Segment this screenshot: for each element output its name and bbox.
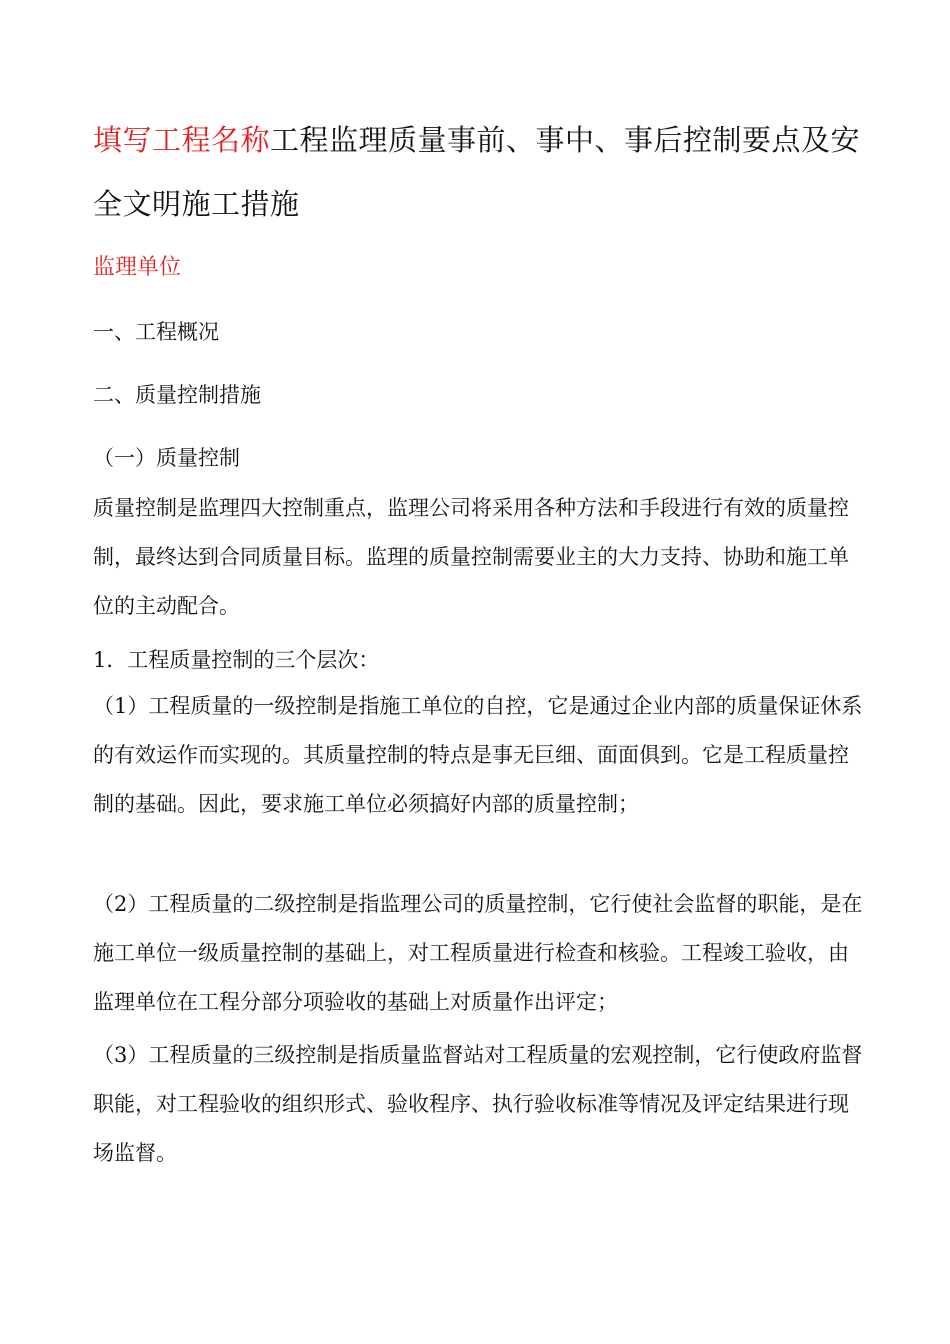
title-main-text: 工程监理质量事前、事中、事后控制要点及安全文明施工措施 [93,123,861,221]
subsection-heading-quality-control: （一）质量控制 [93,446,240,470]
paragraph-level-two: （2）工程质量的二级控制是指监理公司的质量控制，它行使社会监督的职能，是在施工单位一级质量控制的基础上，对工程质量进行检查和核验。工程竣工验收，由监理单位在工程分部分项验收的基础上对质量作出评定； [93,892,863,1014]
list-heading-three-levels: 1．工程质量控制的三个层次： [93,648,380,672]
paragraph-level-three: （3）工程质量的三级控制是指质量监督站对工程质量的宏观控制，它行使政府监督职能，对工程验收的组织形式、验收程序、执行验收标准等情况及评定结果进行现场监督。 [93,1043,863,1165]
paragraph-level-one: （1）工程质量的一级控制是指施工单位的自控，它是通过企业内部的质量保证休系的有效运作而实现的。其质量控制的特点是事无巨细、面面俱到。它是工程质量控制的基础。因此，要求施工单位必须搞好内部的质量控制； [93,694,863,816]
section-heading-quality-measures: 二、质量控制措施 [93,383,261,407]
supervision-unit-label: 监理单位 [93,255,182,280]
section-heading-overview: 一、工程概况 [93,320,219,344]
document-title [93,108,873,236]
paragraph-intro: 质量控制是监理四大控制重点，监理公司将采用各种方法和手段进行有效的质量控制，最终达到合同质量目标。监理的质量控制需要业主的大力支持、协助和施工单位的主动配合。 [93,496,849,618]
title-project-name-placeholder: 填写工程名称 [93,123,271,157]
